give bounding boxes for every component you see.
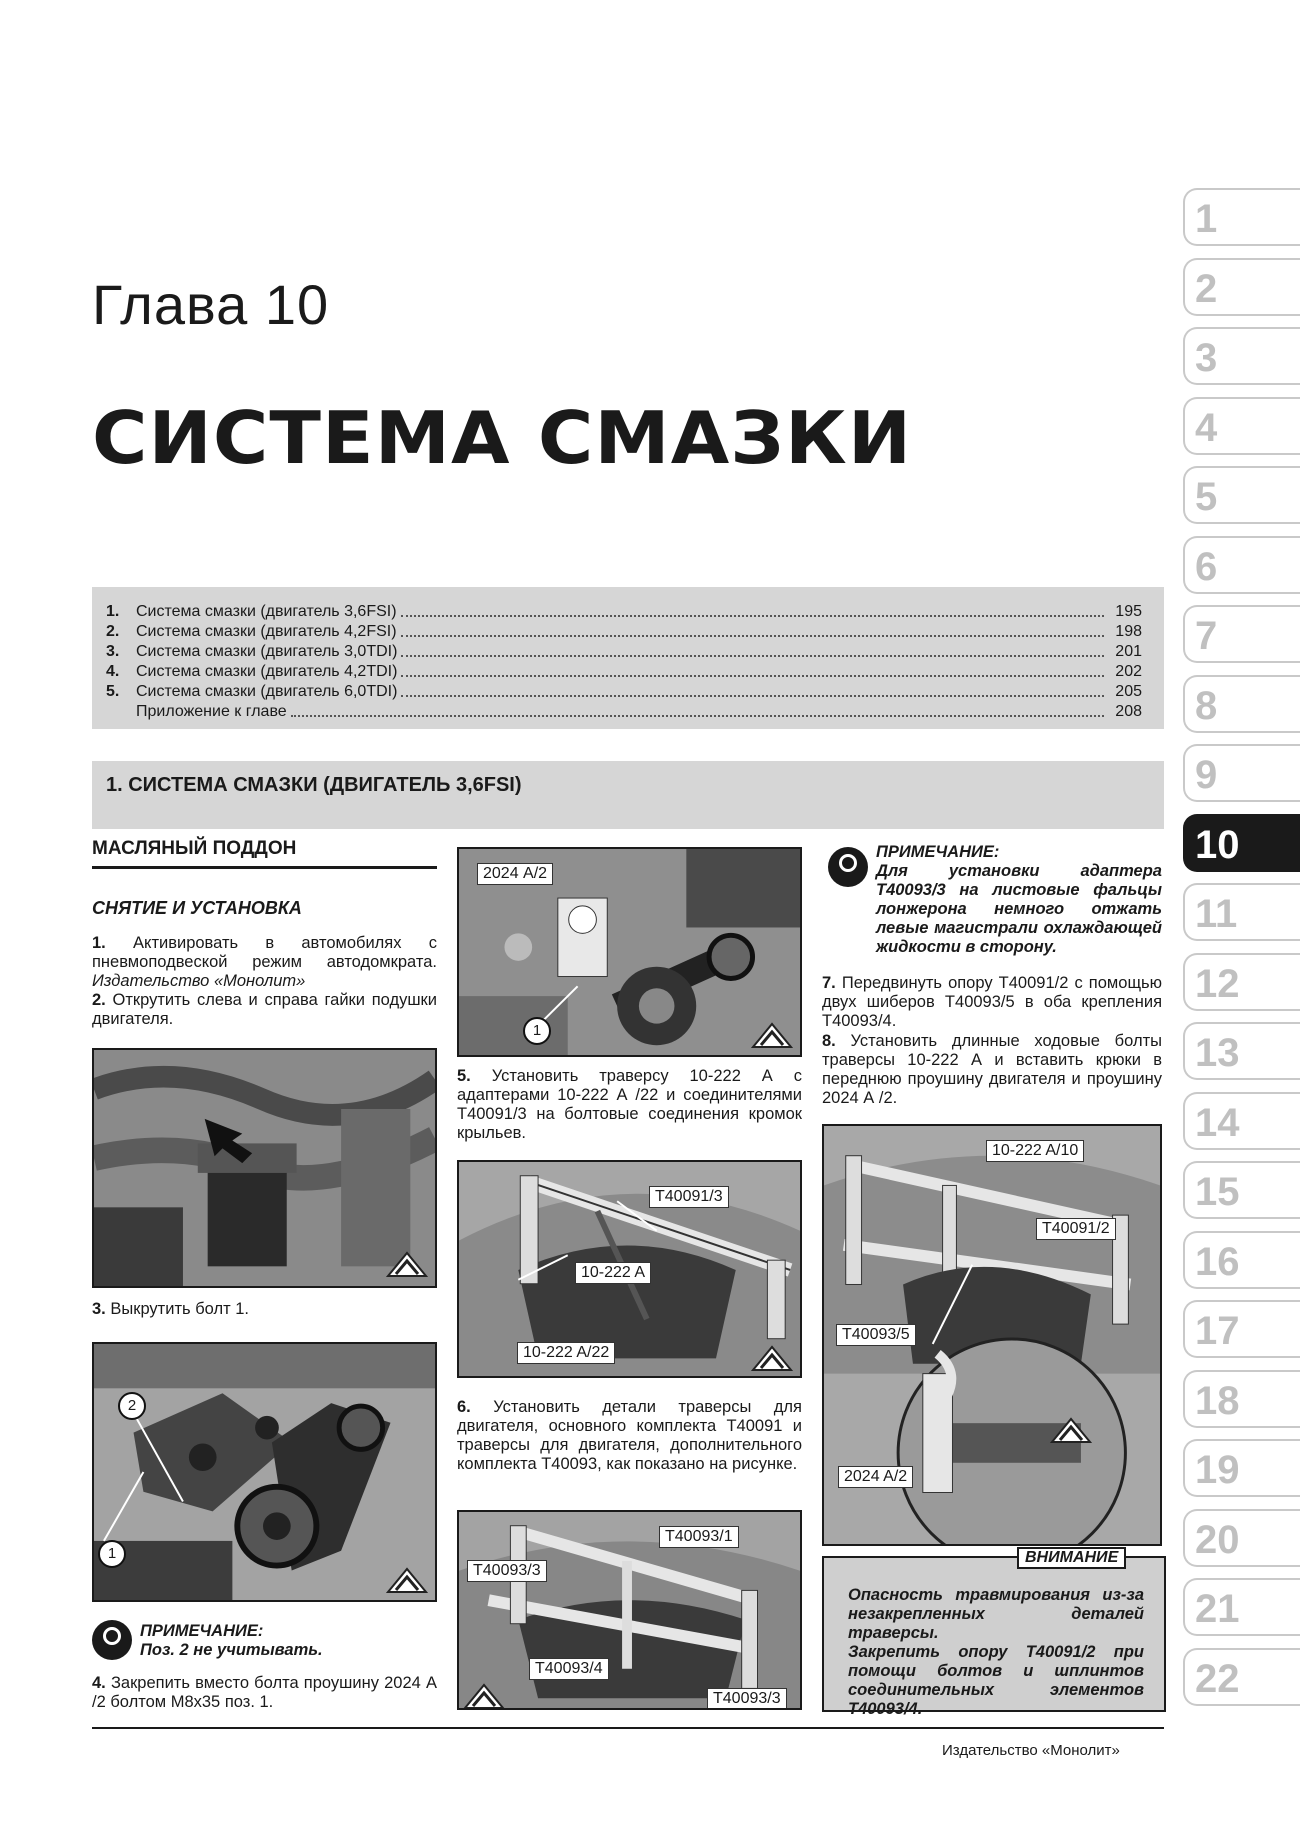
callout-label: 10-222 A xyxy=(575,1262,651,1284)
chapter-tab-18[interactable]: 18 xyxy=(1183,1370,1300,1428)
step-number: 3. xyxy=(92,1300,106,1318)
chapter-tab-6[interactable]: 6 xyxy=(1183,536,1300,594)
position-2-marker: 2 xyxy=(118,1392,146,1420)
warning-title: ВНИМАНИЕ xyxy=(1017,1547,1126,1569)
step-text: Открутить слева и справа гайки подушки двигателя. xyxy=(92,991,437,1028)
note-icon xyxy=(92,1620,132,1660)
step-number: 1. xyxy=(92,934,106,952)
chapter-tab-13[interactable]: 13 xyxy=(1183,1022,1300,1080)
callout-label: 2024 А/2 xyxy=(477,863,553,885)
step-text: Установить длинные ходовые болты траверсы 10-222 А и вставить крюки в переднюю проушину двигателя и проушину 2024 А /2. xyxy=(822,1032,1162,1107)
chapter-tab-16[interactable]: 16 xyxy=(1183,1231,1300,1289)
removal-installation-subheading: СНЯТИЕ И УСТАНОВКА xyxy=(92,898,302,918)
chapter-tab-10[interactable]: 10 xyxy=(1183,814,1300,872)
step-text: Активировать в автомобилях с пневмоподвеской режим автодомкрата. xyxy=(92,934,437,971)
step-text: Установить траверсу 10-222 А с адаптерами 10-222 А /22 и соединителями Т40091/3 на болтовые соединения кромок крыльев. xyxy=(457,1067,802,1142)
toc-row[interactable] xyxy=(106,621,1142,641)
toc-page: 208 xyxy=(1115,703,1142,720)
callout-label: 10-222 A/22 xyxy=(517,1342,615,1364)
step-number: 5. xyxy=(457,1067,471,1085)
chapter-label: Глава 10 xyxy=(92,273,330,336)
toc-leader xyxy=(401,655,1104,657)
toc-page: 205 xyxy=(1115,683,1142,700)
toc-title: Система смазки (двигатель 4,2TDI) xyxy=(136,663,398,680)
step-1 xyxy=(92,934,437,991)
heading-rule xyxy=(92,866,437,869)
position-1-marker: 1 xyxy=(523,1017,551,1045)
step-6 xyxy=(457,1398,802,1474)
toc-row[interactable] xyxy=(106,701,1142,721)
toc-number: 2. xyxy=(106,623,120,640)
chapter-tab-1[interactable]: 1 xyxy=(1183,188,1300,246)
toc-leader xyxy=(401,635,1104,637)
monolit-logo xyxy=(751,1021,793,1049)
engine-mount-photo xyxy=(92,1048,437,1288)
traverse-set-photo xyxy=(457,1510,802,1710)
note-title: ПРИМЕЧАНИЕ: xyxy=(876,843,1000,861)
step-3 xyxy=(92,1300,437,1319)
chapter-tab-4[interactable]: 4 xyxy=(1183,397,1300,455)
toc-title: Приложение к главе xyxy=(136,703,287,720)
callout-label: T40093/1 xyxy=(659,1526,739,1548)
toc-number: 4. xyxy=(106,663,120,680)
chapter-tab-7[interactable]: 7 xyxy=(1183,605,1300,663)
chapter-tab-15[interactable]: 15 xyxy=(1183,1161,1300,1219)
position-1-marker: 1 xyxy=(98,1540,126,1568)
step-text: Выкрутить болт 1. xyxy=(110,1300,249,1318)
note xyxy=(140,1622,440,1660)
toc-leader xyxy=(401,615,1104,617)
toc-number: 1. xyxy=(106,603,120,620)
toc-number: 5. xyxy=(106,683,120,700)
chapter-tab-8[interactable]: 8 xyxy=(1183,675,1300,733)
toc-number: 3. xyxy=(106,643,120,660)
traverse-photo xyxy=(457,1160,802,1378)
monolit-logo xyxy=(463,1682,505,1710)
step-number: 6. xyxy=(457,1398,471,1416)
callout-label: T40093/4 xyxy=(529,1658,609,1680)
toc-row[interactable] xyxy=(106,681,1142,701)
toc-row[interactable] xyxy=(106,661,1142,681)
monolit-logo xyxy=(1050,1416,1092,1444)
warning-body xyxy=(848,1586,1144,1719)
note-body: Поз. 2 не учитывать. xyxy=(140,1641,323,1659)
chapter-tab-3[interactable]: 3 xyxy=(1183,327,1300,385)
chapter-tab-11[interactable]: 11 xyxy=(1183,883,1300,941)
callout-label: T40093/5 xyxy=(836,1324,916,1346)
warning-text-1: Опасность травмирования из-за незакрепленных деталей траверсы. xyxy=(848,1586,1144,1642)
note-title: ПРИМЕЧАНИЕ: xyxy=(140,1622,264,1640)
callout-label: 10-222 A/10 xyxy=(986,1140,1084,1162)
chapter-title: СИСТЕМА СМАЗКИ xyxy=(92,396,913,480)
step-text: Установить детали траверсы для двигателя, основного комплекта Т40091 и траверсы для двигателя, дополнительного комплекта Т40093, как показано на рисунке. xyxy=(457,1398,802,1473)
chapter-tab-12[interactable]: 12 xyxy=(1183,953,1300,1011)
chapter-tab-20[interactable]: 20 xyxy=(1183,1509,1300,1567)
monolit-logo xyxy=(751,1344,793,1372)
note xyxy=(876,843,1162,957)
toc-title: Система смазки (двигатель 3,6FSI) xyxy=(136,603,397,620)
step-text: Закрепить вместо болта проушину 2024 А /2 болтом М8х35 поз. 1. xyxy=(92,1674,437,1711)
chapter-tab-19[interactable]: 19 xyxy=(1183,1439,1300,1497)
callout-label: T40093/3 xyxy=(467,1560,547,1582)
toc-leader xyxy=(291,715,1104,717)
traverse-hook-photo xyxy=(822,1124,1162,1546)
note-body: Для установки адаптера Т40093/3 на листовые фальцы лонжерона немного отжать левые магистрали охлаждающей жидкости в сторону. xyxy=(876,862,1162,956)
monolit-logo xyxy=(386,1250,428,1278)
section-title: 1. СИСТЕМА СМАЗКИ (ДВИГАТЕЛЬ 3,6FSI) xyxy=(106,774,522,796)
toc-page: 202 xyxy=(1115,663,1142,680)
monolit-logo xyxy=(386,1566,428,1594)
footer-publisher: Издательство «Монолит» xyxy=(942,1742,1120,1759)
eyelet-photo xyxy=(457,847,802,1057)
toc-row[interactable] xyxy=(106,601,1142,621)
warning-text-2: Закрепить опору Т40091/2 при помощи болтов и шплинтов соединительных элементов Т40093/4. xyxy=(848,1643,1144,1718)
toc-title: Система смазки (двигатель 6,0TDI) xyxy=(136,683,398,700)
table-of-contents xyxy=(92,587,1164,729)
toc-row[interactable] xyxy=(106,641,1142,661)
step-7 xyxy=(822,974,1162,1031)
publisher-note: Издательство «Монолит» xyxy=(92,972,306,990)
toc-page: 198 xyxy=(1115,623,1142,640)
callout-label: T40093/3 xyxy=(707,1688,787,1710)
toc-page: 195 xyxy=(1115,603,1142,620)
chapter-tab-22[interactable]: 22 xyxy=(1183,1648,1300,1706)
footer-rule xyxy=(92,1727,1164,1729)
callout-label: 2024 A/2 xyxy=(838,1466,913,1488)
step-2 xyxy=(92,991,437,1029)
step-number: 8. xyxy=(822,1032,836,1050)
toc-title: Система смазки (двигатель 3,0TDI) xyxy=(136,643,398,660)
callout-label: T40091/2 xyxy=(1036,1218,1116,1240)
step-5 xyxy=(457,1067,802,1143)
engine-bracket-photo xyxy=(92,1342,437,1602)
note-icon xyxy=(828,847,868,887)
chapter-tab-2[interactable]: 2 xyxy=(1183,258,1300,316)
oil-pan-heading: МАСЛЯНЫЙ ПОДДОН xyxy=(92,838,297,859)
step-4 xyxy=(92,1674,437,1712)
toc-page: 201 xyxy=(1115,643,1142,660)
step-8 xyxy=(822,1032,1162,1108)
callout-label: T40091/3 xyxy=(649,1186,729,1208)
toc-title: Система смазки (двигатель 4,2FSI) xyxy=(136,623,397,640)
toc-leader xyxy=(401,675,1104,677)
chapter-tab-5[interactable]: 5 xyxy=(1183,466,1300,524)
step-number: 2. xyxy=(92,991,106,1009)
chapter-tab-9[interactable]: 9 xyxy=(1183,744,1300,802)
chapter-tab-21[interactable]: 21 xyxy=(1183,1578,1300,1636)
step-number: 7. xyxy=(822,974,836,992)
toc-leader xyxy=(401,695,1104,697)
step-number: 4. xyxy=(92,1674,106,1692)
chapter-tab-17[interactable]: 17 xyxy=(1183,1300,1300,1358)
step-text: Передвинуть опору Т40091/2 с помощью двух шиберов Т40093/5 в оба крепления Т40093/4. xyxy=(822,974,1162,1030)
chapter-tab-14[interactable]: 14 xyxy=(1183,1092,1300,1150)
